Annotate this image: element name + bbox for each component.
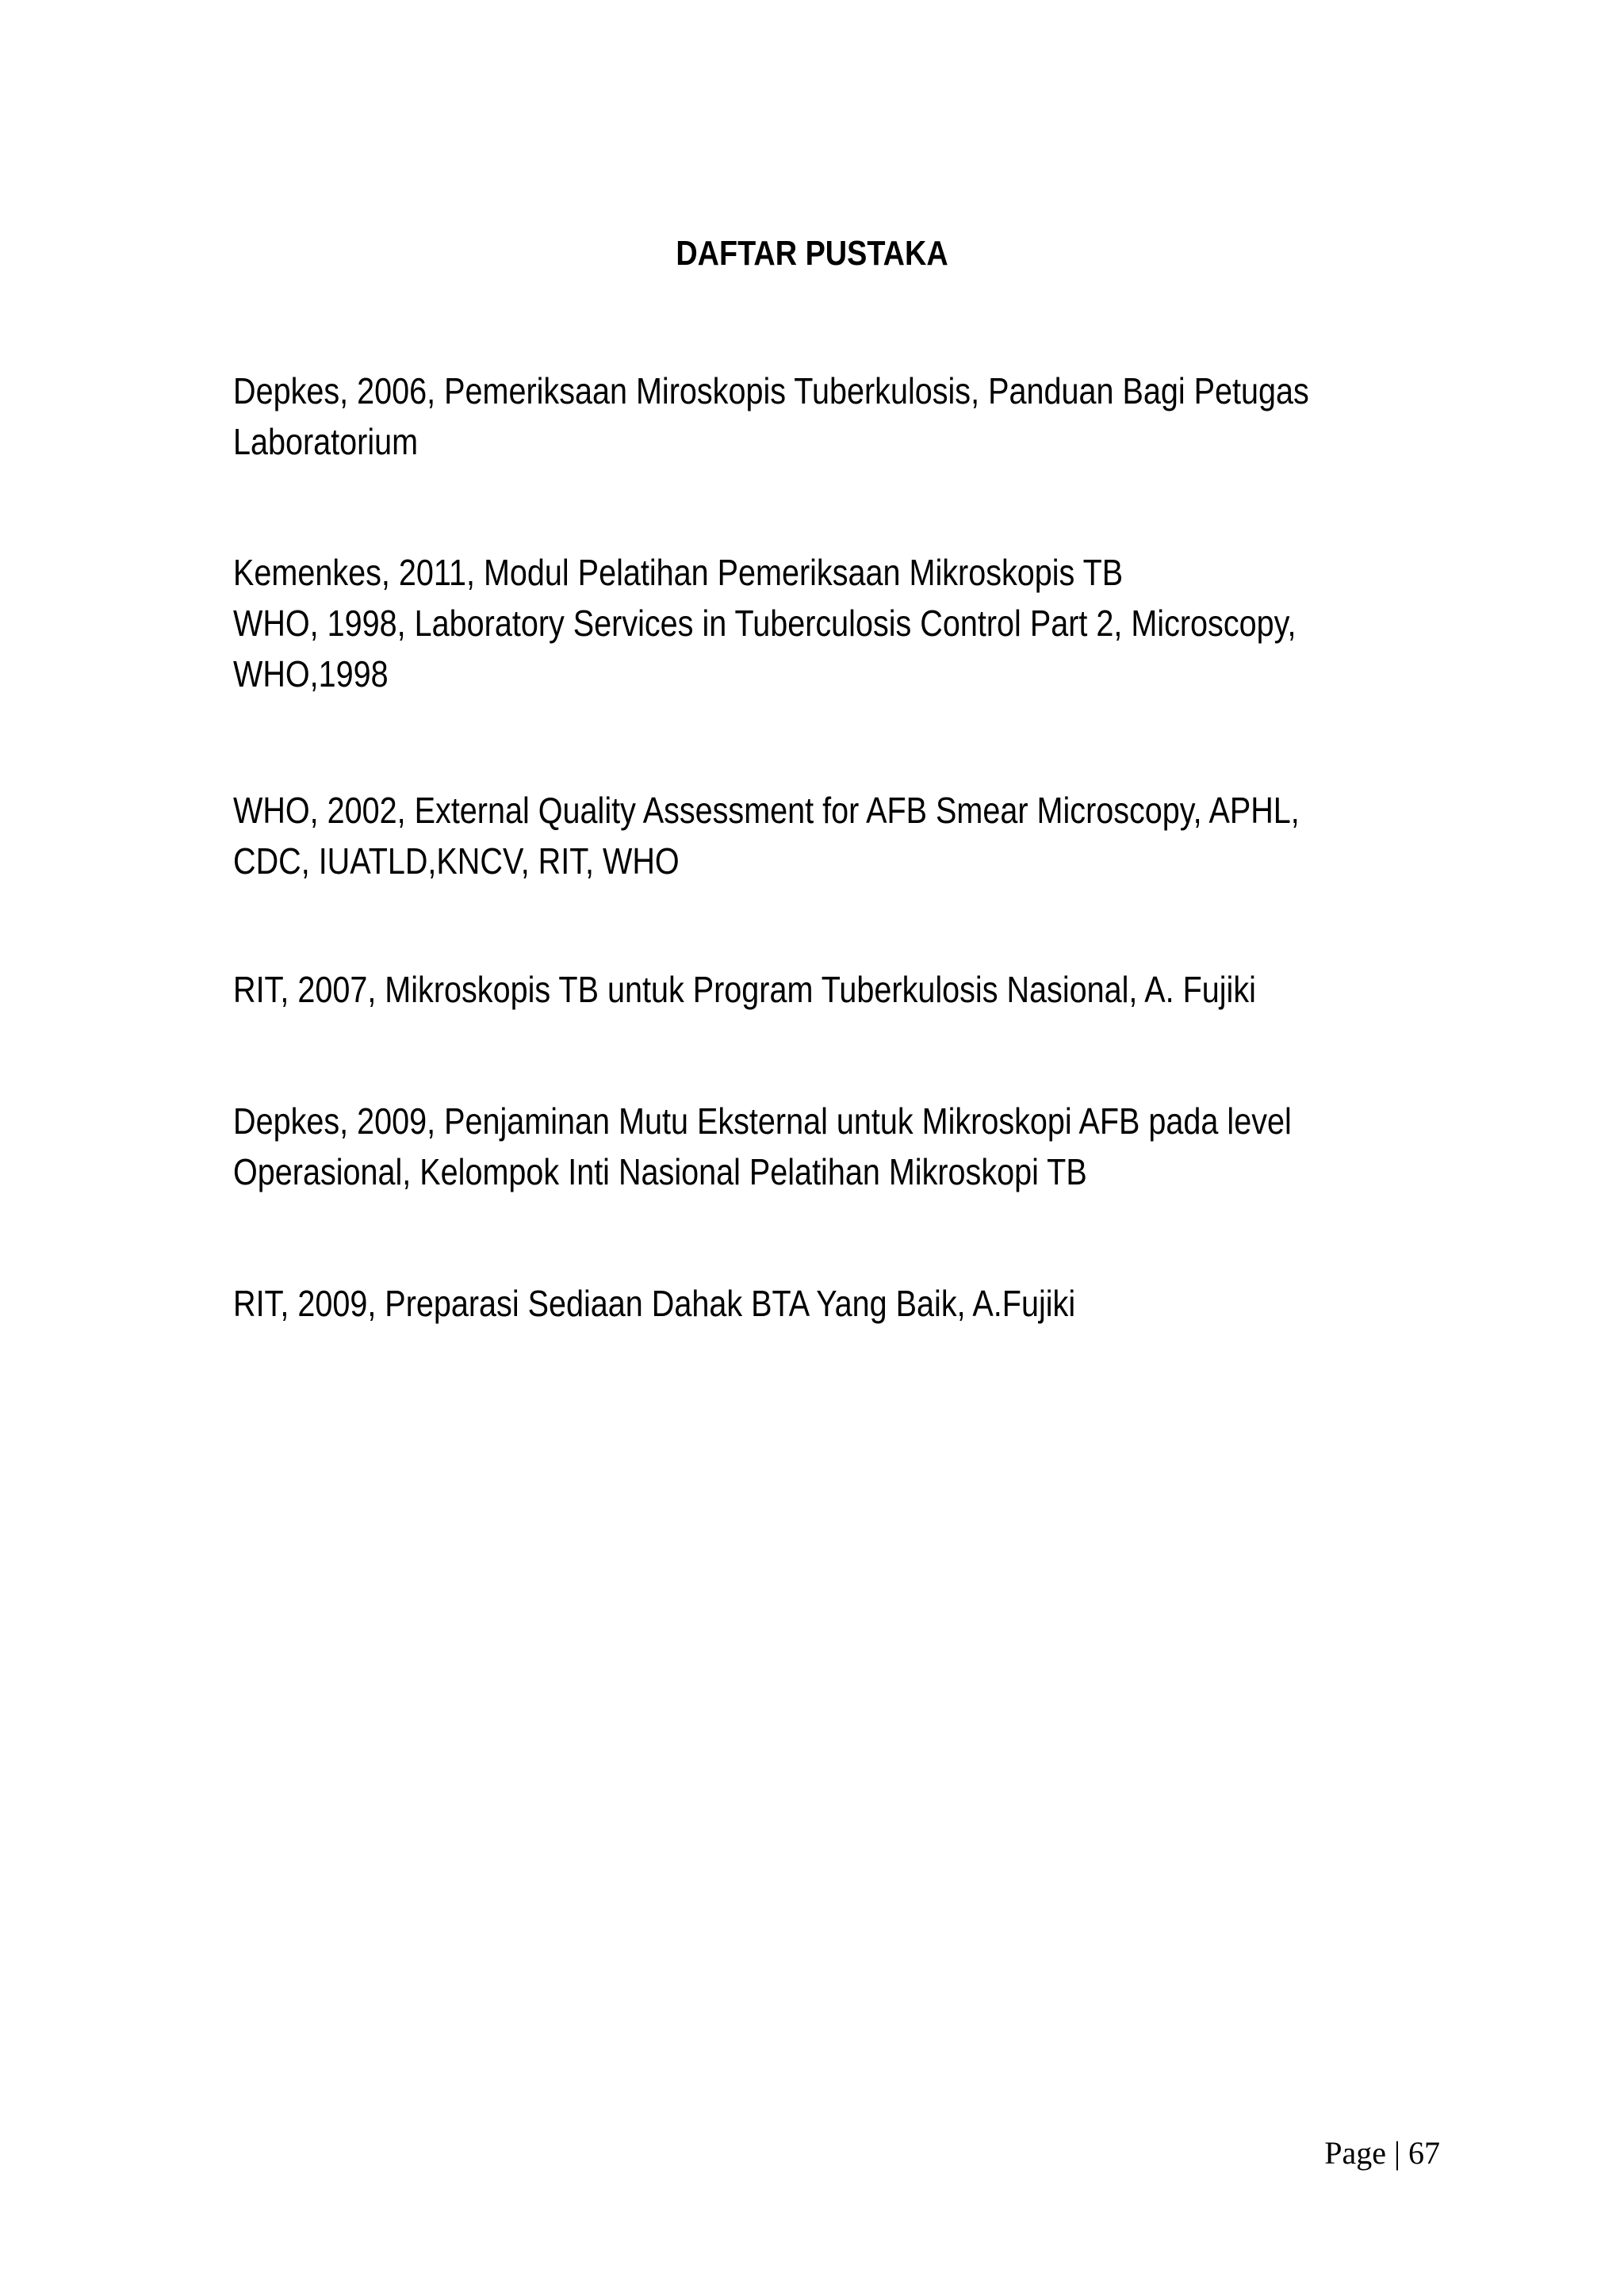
reference-entry-1 (233, 365, 1406, 467)
reference-line: RIT, 2009, Preparasi Sediaan Dahak BTA Yang Baik, A.Fujiki (233, 1283, 1076, 1324)
reference-line: Depkes, 2009, Penjaminan Mutu Eksternal untuk Mikroskopi AFB pada level (233, 1100, 1292, 1142)
reference-entry-4 (233, 964, 1406, 1015)
reference-line: Kemenkes, 2011, Modul Pelatihan Pemeriksaan Mikroskopis TB (233, 552, 1124, 593)
reference-line: RIT, 2007, Mikroskopis TB untuk Program Tuberkulosis Nasional, A. Fujiki (233, 969, 1256, 1010)
reference-line: WHO, 1998, Laboratory Services in Tuberculosis Control Part 2, Microscopy, (233, 603, 1297, 644)
reference-line: WHO, 2002, External Quality Assessment for AFB Smear Microscopy, APHL, (233, 790, 1300, 831)
reference-entry-6 (233, 1278, 1406, 1329)
reference-line: Depkes, 2006, Pemeriksaan Miroskopis Tuberkulosis, Panduan Bagi Petugas (233, 370, 1309, 411)
reference-entry-3 (233, 785, 1406, 886)
reference-line: Operasional, Kelompok Inti Nasional Pelatihan Mikroskopi TB (233, 1151, 1087, 1192)
reference-entry-5 (233, 1096, 1406, 1197)
reference-line: CDC, IUATLD,KNCV, RIT, WHO (233, 840, 680, 882)
page-title: DAFTAR PUSTAKA (676, 234, 948, 273)
reference-line: Laboratorium (233, 421, 419, 462)
reference-line: WHO,1998 (233, 653, 389, 695)
reference-entry-2 (233, 547, 1406, 699)
page-number: Page | 67 (1324, 2135, 1440, 2171)
